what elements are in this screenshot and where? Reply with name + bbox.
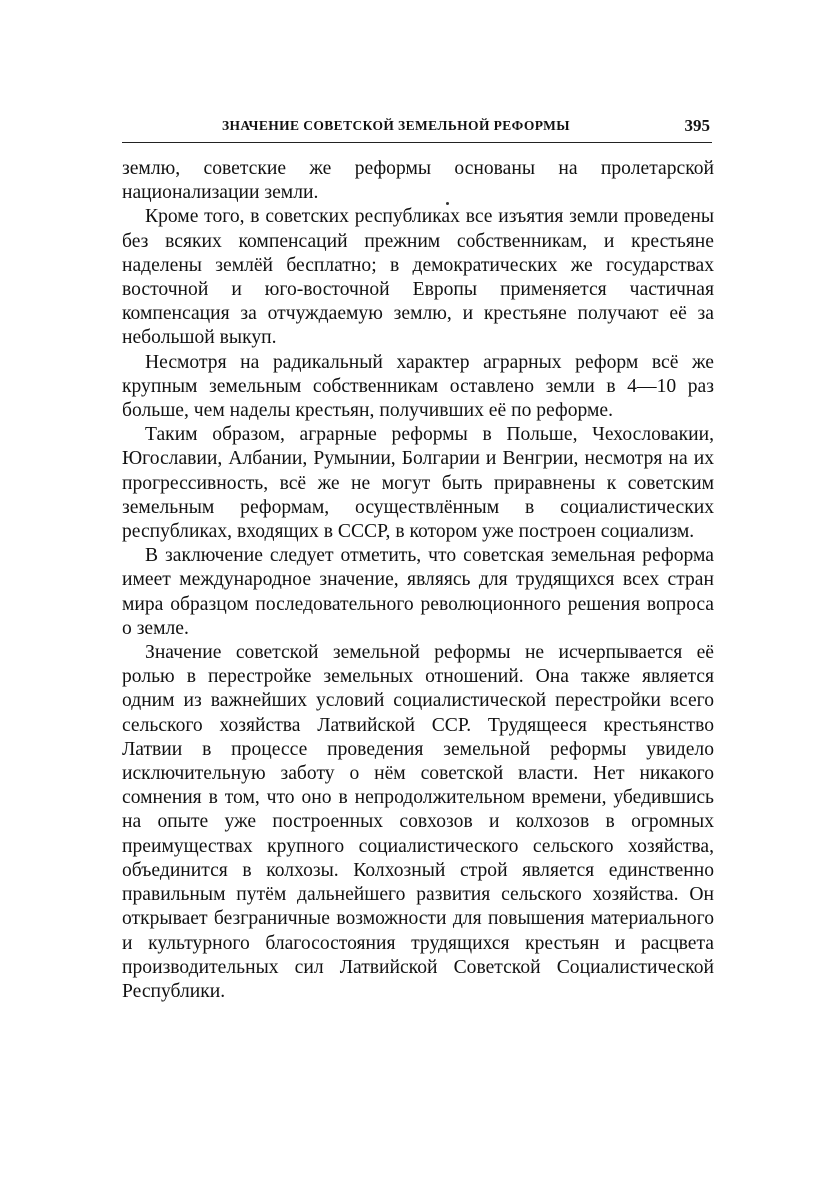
paragraph: Кроме того, в советских республиках все изъятия земли проведены без всяких компенсаций прежним собственникам, и крестьяне наделены землёй бесплатно; в демократических же государствах восточной и юго-восточной Европы применяется частичная компенсация за отчуждаемую землю, и крестьяне получают её за небольшой выкуп.	[122, 206, 714, 349]
header-rule	[122, 142, 712, 143]
page-number: 395	[684, 116, 710, 135]
paragraph-continued: землю, советские же реформы основаны на пролетарской национализации земли.	[122, 158, 714, 204]
paragraph: В заключение следует отметить, что советская земельная реформа имеет международное значение, являясь для трудящихся всех стран мира образцом последовательного революционного решения вопроса о земле.	[122, 545, 714, 639]
paragraph: Несмотря на радикальный характер аграрных реформ всё же крупным земельным собственникам оставлено земли в 4—10 раз больше, чем наделы крестьян, получивших её по реформе.	[122, 351, 714, 422]
paragraph: Таким образом, аграрные реформы в Польше, Чехословакии, Югославии, Албании, Румынии, Болгарии и Венгрии, несмотря на их прогрессивность, всё же не могут быть приравнены к советским земельным реформам, осуществлённым в социалистических республиках, входящих в СССР, в котором уже построен социализм.	[122, 424, 714, 543]
running-title: ЗНАЧЕНИЕ СОВЕТСКОЙ ЗЕМЕЛЬНОЙ РЕФОРМЫ	[222, 118, 570, 133]
running-head	[120, 116, 714, 144]
paragraph: Значение советской земельной реформы не исчерпывается её ролью в перестройке земельных отношений. Она также является одним из важнейших условий социалистической перестройки всего сельского хозяйства Латвийской ССР. Трудящееся крестьянство Латвии в процессе проведения земельной реформы увидело исключительную заботу о нём советской власти. Нет никакого сомнения в том, что оно в непродолжительном времени, убедившись на опыте уже построенных совхозов и колхозов в огромных преимуществах крупного социалистического сельского хозяйства, объединится в колхозы. Колхозный строй является единственно правильным путём дальнейшего развития сельского хозяйства. Он открывает безграничные возможности для повышения материального и культурного благосостояния трудящихся крестьян и расцвета производительных сил Латвийской Советской Социалистической Республики.	[122, 642, 714, 1002]
body-text	[122, 157, 714, 1004]
